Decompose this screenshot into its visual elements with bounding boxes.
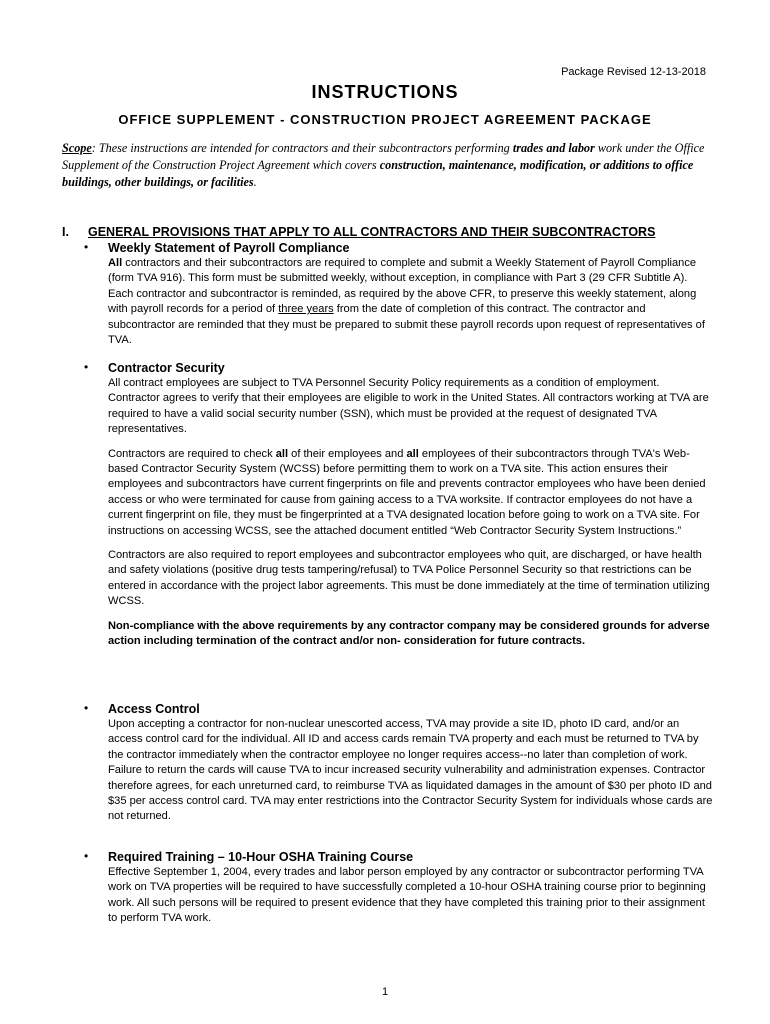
bullet-icon: • bbox=[84, 360, 89, 374]
page-title: INSTRUCTIONS bbox=[311, 82, 459, 102]
scope-text-1: : These instructions are intended for contractors and their subcontractors performing bbox=[91, 141, 513, 155]
security-p2-text-a: Contractors are required to check bbox=[108, 447, 276, 460]
payroll-bold: All bbox=[108, 257, 123, 269]
security-paragraph-1: All contract employees are subject to TVA Personnel Security Policy requirements as a condition of employment. Contractor agrees to verify that their employees are eligible to work in the United States. All contractors working at TVA are required to have a valid social security number (SSN), which must be provided at the request of designated TVA representatives. bbox=[108, 377, 709, 436]
scope-paragraph bbox=[62, 140, 712, 191]
scope-text-2: work under the Office Supplement of the Construction Project Agreement which covers bbox=[62, 141, 705, 172]
scope-text-3: . bbox=[253, 175, 257, 189]
payroll-item bbox=[84, 240, 714, 348]
security-noncompliance-notice: Non-compliance with the above requirements by any contractor company may be considered grounds for adverse action including termination of the contract and/or non- consideration for future contracts. bbox=[108, 619, 710, 648]
scope-bold-1: trades and labor bbox=[512, 141, 595, 155]
section-heading bbox=[62, 225, 732, 239]
section-title: GENERAL PROVISIONS THAT APPLY TO ALL CONTRACTORS AND THEIR SUBCONTRACTORS bbox=[88, 225, 656, 239]
security-p2-text-c: of their employees and bbox=[288, 447, 407, 460]
payroll-title: Weekly Statement of Payroll Compliance bbox=[108, 241, 350, 255]
payroll-text-b: from the date of completion of this contract. The contractor and subcontractor are reminded that they must be prepared to submit these payroll records upon request of representatives of TVA. bbox=[108, 303, 705, 347]
bullet-icon: • bbox=[84, 701, 89, 715]
access-title: Access Control bbox=[108, 702, 200, 716]
page-number: 1 bbox=[381, 986, 389, 998]
payroll-underline: three years bbox=[278, 303, 334, 316]
security-p2-bold-1: all bbox=[275, 447, 289, 460]
security-p2-text-d: employees of their subcontractors through TVA's Web-based Contractor Security System (WCSS) before permitting them to work on a TVA site. This action ensures their employees and subcontractors have current fingerprints on file and prevents contractor employees who have been denied access or who were terminated for cause from gaining access to a TVA worksite. If contractor employees do not have a current fingerprint on file, they must be fingerprinted at a TVA designated location before going to work on a TVA site. For instructions on accessing WCSS, see the attached document entitled “Web Contractor Security System Instructions.” bbox=[108, 447, 706, 537]
security-item bbox=[84, 360, 714, 650]
section-number: I. bbox=[62, 225, 69, 239]
payroll-paragraph bbox=[108, 256, 714, 348]
page-subtitle: OFFICE SUPPLEMENT - CONSTRUCTION PROJECT AGREEMENT PACKAGE bbox=[118, 112, 652, 127]
bullet-icon: • bbox=[84, 849, 89, 863]
training-paragraph: Effective September 1, 2004, every trades and labor person employed by any contractor or subcontractor performing TVA work on TVA properties will be required to have successfully completed a 10-hour OSHA training course prior to beginning work. All such persons will be required to present evidence that they have completed this training prior to their assignment to perform TVA work. bbox=[108, 866, 706, 925]
training-title: Required Training – 10-Hour OSHA Training Course bbox=[108, 850, 414, 864]
security-p2-bold-2: all bbox=[406, 447, 419, 460]
scope-bold-2: construction, maintenance, modification, or additions to office buildings, other buildings, or facilities bbox=[62, 158, 694, 189]
payroll-text-a: contractors and their subcontractors are required to complete and submit a Weekly Statement of Payroll Compliance (form TVA 916). This form must be submitted weekly, without exception, in compliance with Part 3 (29 CFR Subtitle A). Each contractor and subcontractor is reminded, as required by the above CFR, to preserve this weekly statement, along with payroll records for a period of bbox=[108, 257, 697, 316]
access-item bbox=[84, 701, 714, 825]
security-paragraph-2 bbox=[108, 447, 714, 539]
security-title: Contractor Security bbox=[108, 361, 225, 375]
security-paragraph-3: Contractors are also required to report employees and subcontractor employees who quit, are discharged, or have health and safety violations (positive drug tests tampering/refusal) to TVA Police Personnel Security so that restrictions can be entered in accordance with the project labor agreements. This must be done immediately at the time of termination utilizing WCSS. bbox=[108, 549, 710, 608]
scope-label: Scope bbox=[62, 141, 92, 155]
training-item bbox=[84, 849, 714, 927]
access-paragraph: Upon accepting a contractor for non-nuclear unescorted access, TVA may provide a site ID, photo ID card, and/or an access control card for the individual. All ID and access cards remain TVA property and each must be returned to TVA by the contractor immediately when the contractor employee no longer requires access--no later than completion of work. Failure to return the cards will cause TVA to incur increased security vulnerability and administration expenses. Contractor therefore agrees, for each unreturned card, to reimburse TVA as liquidated damages in the amount of $30 per photo ID and $35 per access control card. TVA may enter restrictions into the Contractor Security System for individuals whose cards are not returned. bbox=[108, 718, 713, 823]
revision-date: Package Revised 12-13-2018 bbox=[561, 66, 706, 78]
bullet-icon: • bbox=[84, 240, 89, 254]
